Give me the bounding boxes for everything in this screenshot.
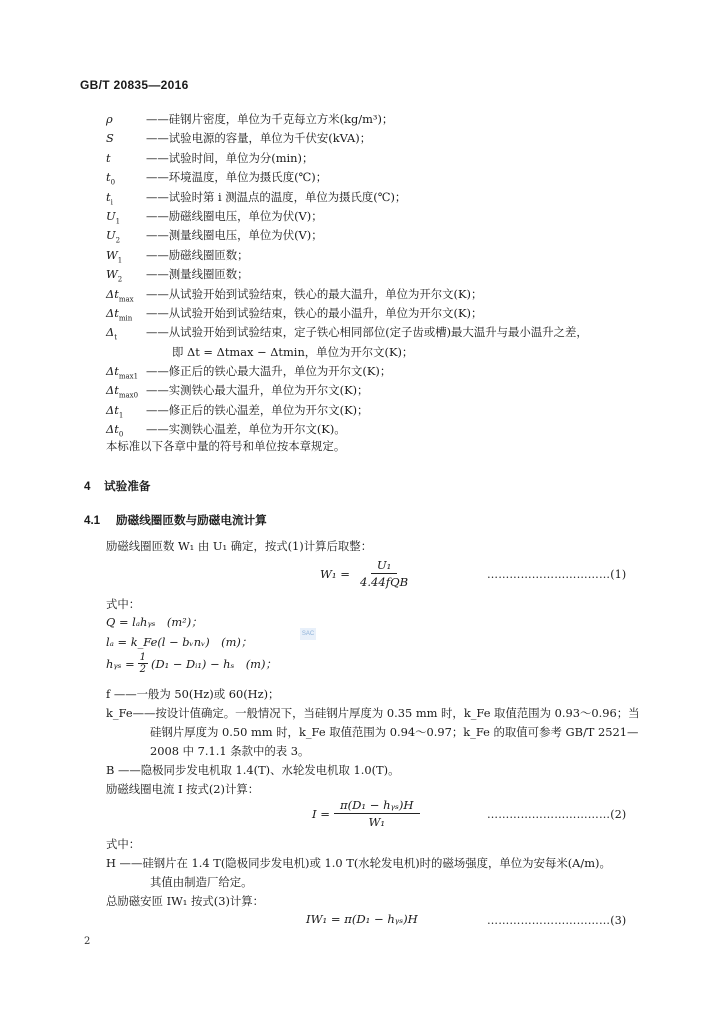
kfe-definition-line3: 2008 中 7.1.1 条款中的表 3。	[150, 744, 310, 758]
symbol-subscript: 2	[115, 236, 121, 245]
symbol	[106, 246, 146, 265]
hys-fraction	[138, 652, 148, 675]
section-4-1-heading	[84, 512, 267, 528]
symbol-description: ——试验时间，单位为分(min)；	[146, 150, 314, 165]
section-4-heading	[84, 478, 150, 494]
where-label-1: 式中：	[106, 597, 141, 611]
symbol-row	[106, 323, 646, 342]
symbol-main: Δt	[106, 402, 119, 417]
symbol-row	[106, 381, 646, 400]
symbol-main: Δt	[106, 364, 119, 379]
paragraph-current: 励磁线圈电流 I 按式(2)计算：	[106, 782, 260, 796]
symbol-main: U	[106, 228, 116, 243]
symbol-subscript: 1	[117, 256, 123, 265]
symbol-subscript: max	[118, 294, 134, 303]
symbol-row	[106, 129, 646, 148]
symbol-subscript: max0	[118, 391, 139, 400]
symbol	[106, 149, 146, 168]
eq1-numerator: U₁	[371, 558, 397, 574]
paragraph-turns: 励磁线圈匝数 W₁ 由 U₁ 确定，按式(1)计算后取整：	[106, 539, 373, 553]
symbol-main: ρ	[106, 112, 113, 126]
symbol-description: ——励磁线圈电压，单位为伏(V)；	[146, 208, 323, 223]
symbol-subscript: 0	[118, 430, 124, 439]
symbol-subscript: t	[114, 333, 118, 342]
symbol	[106, 168, 146, 187]
symbol	[106, 207, 146, 226]
symbol-row	[106, 362, 646, 381]
eq2-numerator: π(D₁ − hᵧₛ)H	[334, 798, 420, 814]
eq2-fraction	[334, 798, 420, 829]
symbol-description: ——实测铁心最大温升，单位为开尔文(K)；	[146, 383, 369, 398]
kfe-definition-line2: 硅钢片厚度为 0.50 mm 时，k_Fe 取值范围为 0.94～0.97；k_Fe 的取值可参考 GB/T 2521—	[150, 725, 639, 739]
equation-1	[320, 558, 418, 589]
equation-3: IW₁ = π(D₁ − hᵧₛ)H	[306, 912, 418, 926]
q-definition: Q = lₐhᵧₛ (m²)；	[106, 615, 203, 629]
symbol-subscript: 1	[115, 217, 121, 226]
section-title: 励磁线圈匝数与励磁电流计算	[116, 514, 267, 527]
symbol	[106, 401, 146, 420]
symbol-main: Δt	[106, 305, 119, 320]
equation-1-number: ……………………………(1)	[487, 568, 627, 581]
symbol	[106, 362, 146, 381]
equation-3-number: ……………………………(3)	[487, 914, 627, 927]
symbol	[106, 110, 146, 129]
hys-definition	[106, 652, 277, 675]
symbol-main: t	[106, 189, 111, 204]
symbol-description: ——修正后的铁心最大温升，单位为开尔文(K)；	[146, 364, 392, 379]
symbol	[106, 285, 146, 304]
symbol-description: ——实测铁心温差，单位为开尔文(K)。	[146, 422, 346, 437]
symbol-list	[106, 110, 646, 440]
hys-fraction-den: 2	[139, 664, 147, 675]
la-definition: lₐ = k_Fe(l − bᵥnᵥ) (m)；	[106, 635, 253, 649]
symbol-main: Δt	[106, 286, 119, 301]
symbol-description: ——从试验开始到试验结束，定子铁心相同部位(定子齿或槽)最大温升与最小温升之差，	[146, 325, 588, 340]
eq1-lhs: W₁ =	[320, 566, 350, 581]
equation-2-number: ……………………………(2)	[487, 808, 627, 821]
symbol-description: ——从试验开始到试验结束，铁心的最小温升，单位为开尔文(K)；	[146, 305, 483, 320]
symbol-row	[106, 246, 646, 265]
symbol	[106, 188, 146, 207]
equation-2	[312, 798, 424, 829]
symbol	[106, 381, 146, 400]
symbol-main: Δt	[106, 422, 119, 437]
symbol-description: ——测量线圈匝数；	[146, 267, 249, 282]
symbol-note: 本标准以下各章中量的符号和单位按本章规定。	[106, 439, 346, 453]
symbol-subscript: max1	[118, 372, 139, 381]
symbol-subscript: 1	[118, 411, 124, 420]
symbol-description: ——试验电源的容量，单位为千伏安(kVA)；	[146, 131, 372, 146]
symbol-main: U	[106, 208, 116, 223]
symbol-row	[106, 304, 646, 323]
hys-rhs: (D₁ − Dᵢ₁) − hₛ (m)；	[151, 656, 277, 671]
kfe-definition-line1: k_Fe——按设计值确定。一般情况下，当硅钢片厚度为 0.35 mm 时，k_Fe 取值范围为 0.93～0.96；当	[106, 706, 640, 720]
section-number: 4.1	[84, 514, 101, 527]
symbol-row	[106, 110, 646, 129]
symbol-row	[106, 188, 646, 207]
symbol-row	[106, 226, 646, 245]
symbol-description: ——励磁线圈匝数；	[146, 247, 249, 262]
eq1-fraction	[354, 558, 414, 589]
symbol-main: Δ	[106, 325, 115, 340]
symbol-row	[106, 420, 646, 439]
symbol-continuation: 即 Δt = Δtmax − Δtmin，单位为开尔文(K)；	[172, 344, 414, 359]
section-number: 4	[84, 480, 91, 493]
symbol-description: ——修正后的铁心温差，单位为开尔文(K)；	[146, 402, 369, 417]
symbol-row	[106, 168, 646, 187]
symbol-description: ——试验时第 i 测温点的温度，单位为摄氏度(℃)；	[146, 189, 407, 204]
symbol-main: Δt	[106, 383, 119, 398]
symbol-main: t	[106, 170, 111, 185]
document-header: GB/T 20835—2016	[80, 78, 189, 92]
hys-fraction-num: 1	[139, 652, 147, 663]
eq1-denominator: 4.44fQB	[359, 575, 409, 589]
eq2-denominator: W₁	[368, 815, 386, 829]
section-title: 试验准备	[104, 480, 151, 493]
symbol-description: ——从试验开始到试验结束，铁心的最大温升，单位为开尔文(K)；	[146, 286, 483, 301]
hys-lhs: hᵧₛ =	[106, 656, 135, 671]
symbol-row	[106, 401, 646, 420]
symbol-subscript: 0	[110, 178, 116, 187]
symbol-row	[106, 265, 646, 284]
b-definition: B ——隐极同步发电机取 1.4(T)、水轮发电机取 1.0(T)。	[106, 763, 400, 777]
symbol-description: ——测量线圈电压，单位为伏(V)；	[146, 228, 323, 243]
h-definition-line1: H ——硅钢片在 1.4 T(隐极同步发电机)或 1.0 T(水轮发电机)时的磁场强度，单位为安每米(A/m)。	[106, 856, 611, 870]
symbol	[106, 323, 146, 342]
symbol-subscript: 2	[117, 275, 123, 284]
symbol-main: W	[106, 247, 118, 262]
symbol-description: ——硅钢片密度，单位为千克每立方米(kg/m³)；	[146, 112, 394, 126]
symbol	[106, 265, 146, 284]
symbol	[106, 129, 146, 148]
f-definition: f ——一般为 50(Hz)或 60(Hz)；	[106, 687, 280, 701]
symbol-description: ——环境温度，单位为摄氏度(℃)；	[146, 170, 328, 185]
symbol-subscript: i	[110, 197, 113, 206]
symbol-row	[106, 285, 646, 304]
symbol-subscript: min	[118, 314, 133, 323]
eq2-lhs: I =	[312, 806, 330, 821]
symbol-main: S	[106, 131, 114, 146]
paragraph-ampere-turns: 总励磁安匝 IW₁ 按式(3)计算：	[106, 894, 265, 908]
symbol-main: t	[106, 150, 111, 165]
where-label-2: 式中：	[106, 837, 141, 851]
symbol-row	[106, 149, 646, 168]
symbol-main: W	[106, 267, 118, 282]
symbol	[106, 420, 146, 439]
watermark-logo: SAC	[300, 628, 316, 640]
symbol	[106, 304, 146, 323]
symbol	[106, 226, 146, 245]
symbol-row	[106, 207, 646, 226]
h-definition-line2: 其值由制造厂给定。	[150, 875, 253, 889]
page-number: 2	[84, 936, 91, 947]
